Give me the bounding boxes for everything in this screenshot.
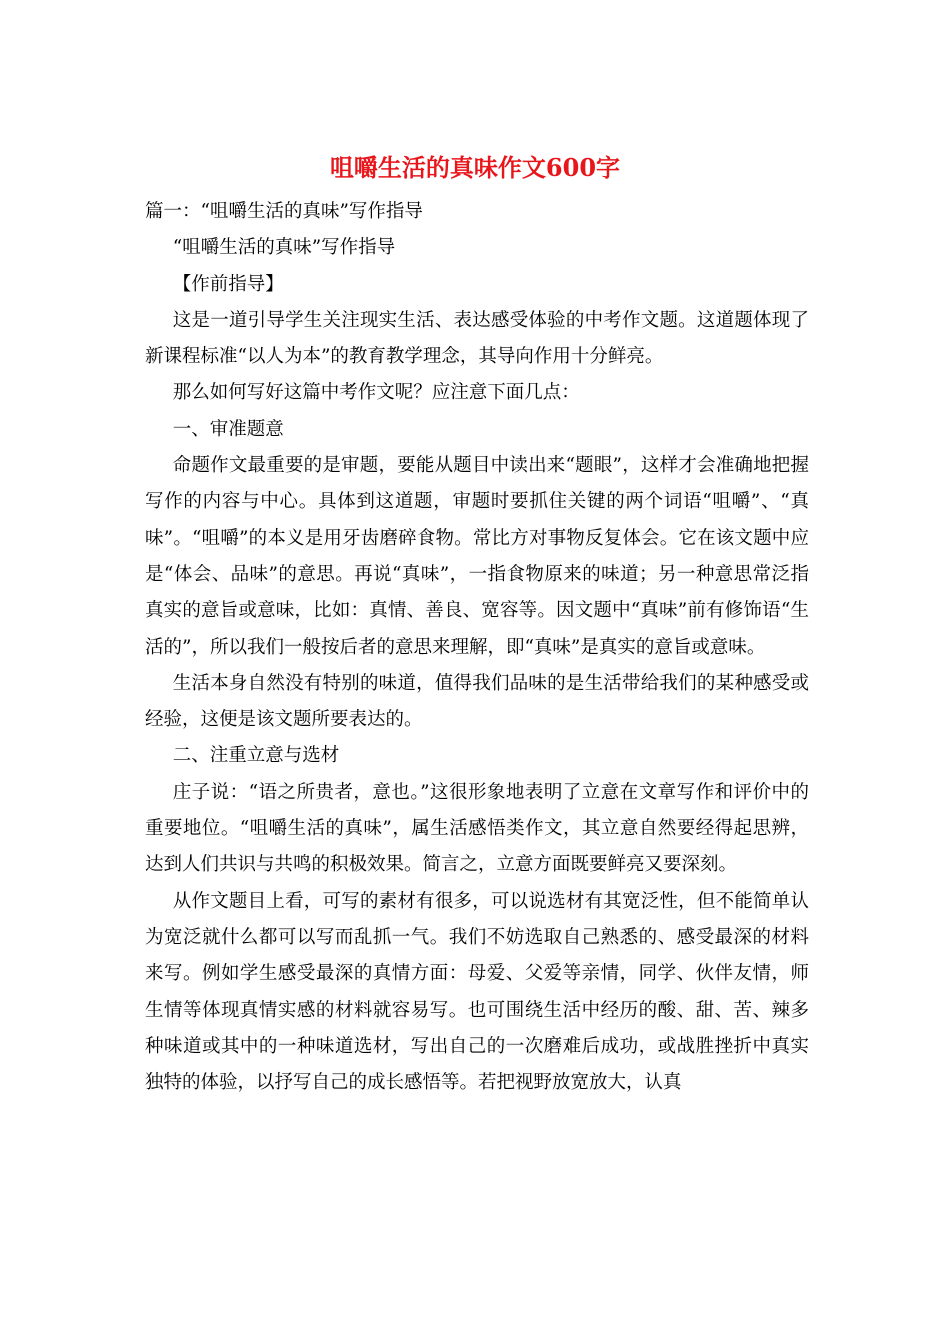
paragraph: 命题作文最重要的是审题，要能从题目中读出来“题眼”，这样才会准确地把握写作的内容与中心。具体到这道题，审题时要抓住关键的两个词语“咀嚼”、“真味”。“咀嚼”的本义是用牙齿磨碎食物。常比方对事物反复体会。它在该文题中应是“体会、品味”的意思。再说“真味”，一指食物原来的味道；另一种意思常泛指真实的意旨或意味，比如：真情、善良、宽容等。因文题中“真味”前有修饰语“生活的”，所以我们一般按后者的意思来理解，即“真味”是真实的意旨或意味。	[145, 455, 809, 658]
subheading: 【作前指导】	[172, 273, 284, 295]
document-body	[145, 194, 809, 1101]
section-heading: 篇一：“咀嚼生活的真味”写作指导	[145, 201, 423, 222]
subheading: 二、注重立意与选材	[172, 745, 340, 767]
paragraph: 那么如何写好这篇中考作文呢？应注意下面几点：	[172, 382, 580, 404]
subheading: 一、审准题意	[172, 418, 284, 440]
document-title: 咀嚼生活的真味作文600字	[329, 153, 621, 182]
paragraph: 这是一道引导学生关注现实生活、表达感受体验的中考作文题。这道题体现了新课程标准“以人为本”的教育教学理念，其导向作用十分鲜亮。	[145, 309, 809, 368]
paragraph: 从作文题目上看，可写的素材有很多，可以说选材有其宽泛性，但不能简单认为宽泛就什么都可以写而乱抓一气。我们不妨选取自己熟悉的、感受最深的材料来写。例如学生感受最深的真情方面：母爱、父爱等亲情，同学、伙伴友情，师生情等体现真情实感的材料就容易写。也可围绕生活中经历的酸、甜、苦、辣多种味道或其中的一种味道选材，写出自己的一次磨难后成功，或战胜挫折中真实独特的体验，以抒写自己的成长感悟等。若把视野放宽放大，认真	[145, 890, 809, 1094]
subheading: “咀嚼生活的真味”写作指导	[172, 237, 396, 259]
paragraph: 庄子说：“语之所贵者，意也。”这很形象地表明了立意在文章写作和评价中的重要地位。“咀嚼生活的真味”，属生活感悟类作文，其立意自然要经得起思辨，达到人们共识与共鸣的积极效果。简言之，立意方面既要鲜亮又要深刻。	[145, 781, 809, 876]
paragraph: 生活本身自然没有特别的味道，值得我们品味的是生活带给我们的某种感受或经验，这便是该文题所要表达的。	[145, 672, 809, 731]
